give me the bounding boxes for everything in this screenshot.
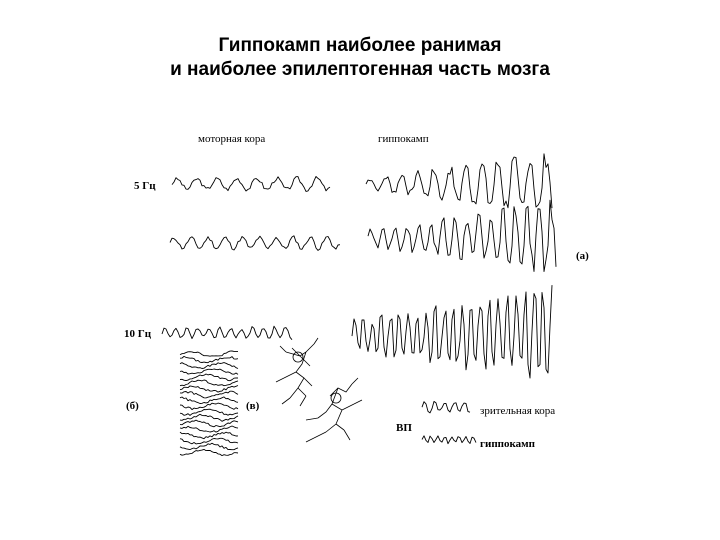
trace-evoked-hippocampus — [422, 436, 476, 444]
evoked-potential-label: ВП — [396, 422, 412, 434]
panel-b-trace — [180, 351, 238, 356]
panel-b-trace — [180, 386, 238, 393]
panel-b-label: (б) — [126, 400, 139, 412]
panel-b-trace — [180, 363, 238, 369]
trace-motor-cortex-5hz-2 — [170, 236, 340, 251]
panel-b-trace — [180, 420, 238, 427]
trace-hippocampus-5hz-1 — [366, 154, 552, 208]
panel-b-trace-stack — [180, 351, 238, 456]
trace-hippocampus-5hz-2 — [368, 200, 556, 271]
stimulus-10hz-label: 10 Гц — [124, 328, 152, 340]
hippocampus-lower-label: гиппокамп — [480, 438, 536, 450]
panel-b-trace — [180, 432, 238, 439]
panel-b-trace — [180, 397, 238, 404]
panel-v-label: (в) — [246, 400, 260, 412]
panel-b-trace — [180, 438, 238, 444]
panel-b-trace — [180, 356, 238, 362]
panel-b-trace — [180, 374, 238, 381]
stimulus-5hz-label: 5 Гц — [134, 180, 156, 192]
trace-hippocampus-10hz — [352, 285, 552, 378]
trace-evoked-visual-cortex — [422, 401, 470, 413]
title-line-2: и наиболее эпилептогенная часть мозга — [170, 59, 550, 80]
panel-b-trace — [180, 391, 238, 398]
title-line-1: Гиппокамп наиболее ранимая — [218, 35, 502, 56]
header-motor-cortex: моторная кора — [198, 133, 266, 145]
neuron-drawing-upper — [276, 338, 318, 406]
panel-b-trace — [180, 414, 238, 421]
panel-b-trace — [180, 426, 238, 432]
header-hippocampus: гиппокамп — [378, 133, 429, 145]
visual-cortex-label: зрительная кора — [480, 405, 556, 417]
neuron-drawing-lower — [306, 378, 362, 442]
trace-motor-cortex-5hz-1 — [172, 177, 330, 192]
trace-motor-cortex-10hz — [162, 326, 292, 340]
panel-b-trace — [180, 369, 238, 374]
panel-a-label: (а) — [576, 250, 589, 262]
panel-b-trace — [180, 409, 238, 415]
panel-b-trace — [180, 443, 238, 450]
panel-b-trace — [180, 449, 238, 455]
panel-b-trace — [180, 403, 238, 410]
